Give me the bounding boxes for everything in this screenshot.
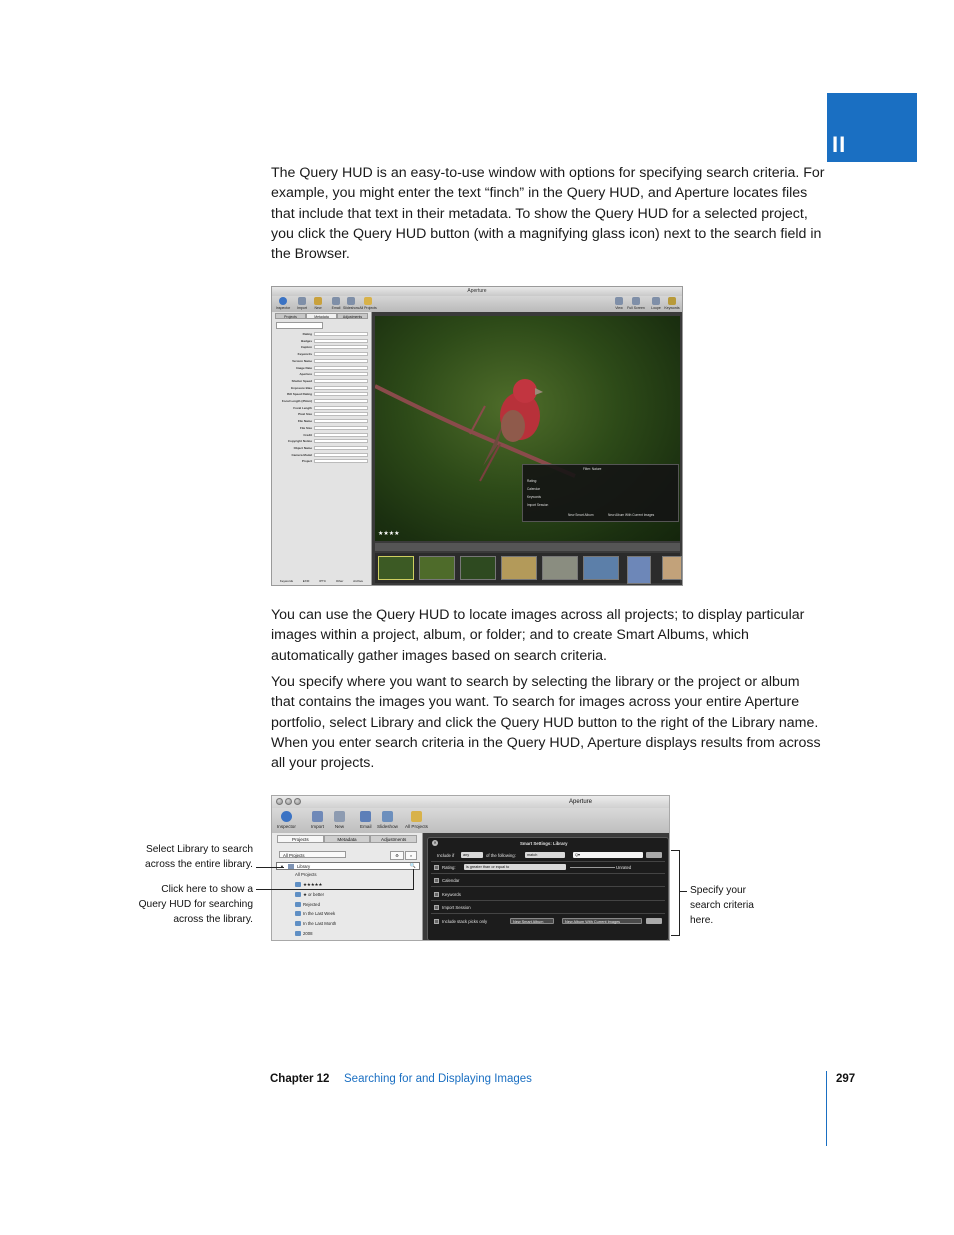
smart-album-icon (295, 902, 301, 907)
metadata-bottom-tabs (275, 579, 368, 584)
page-number: 297 (836, 1073, 856, 1085)
calendar-checkbox[interactable] (434, 878, 439, 883)
metadata-row (274, 399, 368, 404)
view-button[interactable]: View (610, 297, 628, 310)
action-menu-button[interactable]: ⚙ (390, 851, 404, 860)
slideshow-icon (347, 297, 355, 305)
divider (431, 873, 665, 874)
metadata-row (274, 366, 368, 371)
email-button[interactable]: Email (327, 297, 345, 310)
metadata-row (274, 379, 368, 384)
metadata-label: Camera Model (291, 452, 312, 457)
tab-metadata[interactable]: Metadata (324, 835, 371, 843)
loupe-button[interactable]: Loupe (647, 297, 665, 310)
close-window-button[interactable] (276, 798, 283, 805)
callout-bracket (671, 935, 680, 936)
search-field[interactable]: Q▾ (573, 852, 643, 858)
metadata-label: File Name (297, 419, 312, 424)
close-pane-icon[interactable]: × (405, 851, 417, 860)
tab-iptc[interactable]: IPTC (319, 579, 327, 583)
include-popup[interactable]: any (461, 852, 483, 858)
metadata-value-field[interactable] (314, 439, 368, 443)
metadata-label: File Size (299, 425, 312, 430)
metadata-value-field[interactable] (314, 433, 368, 437)
callout-line (256, 867, 284, 868)
rating-label: Rating: (442, 865, 456, 870)
inspector-pane (272, 312, 372, 586)
metadata-row (274, 446, 368, 451)
toolbar (272, 296, 682, 313)
thumbnail[interactable] (460, 556, 496, 580)
metadata-value-field[interactable] (314, 406, 368, 410)
divider (431, 913, 665, 914)
footer-divider (826, 1071, 827, 1146)
metadata-label: Pixel Size (298, 412, 312, 417)
list-item[interactable]: ★ or better (295, 892, 324, 898)
all-projects-button[interactable]: All Projects (405, 811, 428, 829)
metadata-value-field[interactable] (314, 399, 368, 403)
metadata-label: Badges (301, 338, 312, 343)
metadata-row (274, 412, 368, 417)
tab-projects[interactable]: Projects (277, 835, 324, 843)
library-label: Library (297, 864, 311, 869)
projects-icon (364, 297, 372, 305)
tab-exif[interactable]: EXIF (302, 579, 310, 583)
new-icon (334, 811, 345, 822)
metadata-label: Image Date (295, 365, 312, 370)
metadata-value-field[interactable] (314, 332, 368, 336)
keywords-checkbox[interactable] (434, 892, 439, 897)
metadata-label: Version Name (292, 358, 312, 363)
metadata-row (274, 359, 368, 364)
divider (431, 900, 665, 901)
slideshow-button[interactable]: Slideshow (342, 297, 360, 310)
metadata-label: Rating (302, 332, 312, 336)
thumbnail[interactable] (583, 556, 619, 580)
minimize-window-button[interactable] (285, 798, 292, 805)
hud-row-rating[interactable]: Rating: (527, 479, 538, 483)
aperture-screenshot-1 (271, 286, 683, 586)
inspector-tabs (277, 835, 417, 843)
metadata-value-field[interactable] (314, 412, 368, 416)
new-smart-album-button[interactable]: New Smart Album (510, 918, 554, 924)
tab-metadata[interactable]: Metadata (306, 313, 337, 319)
info-icon (279, 297, 287, 305)
metadata-value-field[interactable] (314, 426, 368, 430)
metadata-value-field[interactable] (314, 386, 368, 390)
metadata-label: Project (301, 459, 312, 464)
hud-title: Smart Settings: Library (520, 841, 568, 846)
paragraph-2: You can use the Query HUD to locate images across all projects; to display particular images within a project, album, or folder; and to create Smart Albums, which automatically gather images based on search criteria. (271, 607, 805, 664)
new-button[interactable]: New (309, 297, 327, 310)
thumbnail[interactable] (662, 556, 682, 580)
smart-album-icon (295, 931, 301, 936)
metadata-value-field[interactable] (314, 459, 368, 463)
metadata-row (274, 459, 368, 464)
list-item[interactable]: In the Last Week (295, 911, 335, 917)
metadata-value-field[interactable] (314, 366, 368, 370)
projects-popup[interactable]: All Projects (279, 851, 346, 858)
metadata-label: Focal Length (35mm) (281, 399, 312, 403)
info-icon (281, 811, 292, 822)
metadata-row (274, 426, 368, 431)
view-icon (615, 297, 623, 305)
query-hud (522, 464, 679, 522)
smart-album-icon (295, 921, 301, 926)
metadata-label: Keywords (297, 352, 312, 357)
import-session-checkbox[interactable] (434, 905, 439, 910)
metadata-label: Caption (300, 345, 312, 350)
metadata-label: Shutter Speed (291, 378, 312, 383)
import-button[interactable]: Import (311, 811, 324, 829)
metadata-label: ISO Speed Rating (286, 392, 312, 397)
paragraph-3: You specify where you want to search by selecting the library or the project or album that contains the images you want. To search for images across your entire Aperture portfolio, select Library and click the Query HUD button to the right of the Library name. When you enter search criteria in the Query HUD, Aperture displays results from across all your projects. (271, 674, 821, 772)
metadata-value-field[interactable] (314, 453, 368, 457)
metadata-row (274, 433, 368, 438)
stack-picks-label: Include stack picks only (442, 919, 488, 924)
toolbar (272, 808, 669, 834)
callout-bracket (679, 850, 680, 936)
rating-value: Unrated (616, 865, 632, 870)
metadata-label: Copyright Notice (287, 439, 312, 444)
metadata-value-field[interactable] (314, 345, 368, 349)
match-popup[interactable]: match (525, 852, 565, 858)
tab-projects[interactable]: Projects (275, 313, 306, 319)
callout-line (413, 869, 414, 890)
metadata-label: Aperture (299, 372, 312, 377)
add-rule-button[interactable] (646, 852, 662, 858)
metadata-row (274, 392, 368, 397)
projects-icon (411, 811, 422, 822)
hud-row-import[interactable]: Import Session (527, 503, 549, 507)
callout-bracket (680, 891, 687, 892)
metadata-value-field[interactable] (314, 359, 368, 363)
thumbnail[interactable] (419, 556, 455, 580)
projects-pane (272, 833, 423, 941)
list-item[interactable]: ★★★★★ (295, 882, 322, 888)
list-item[interactable]: In the Last Month (295, 921, 336, 927)
metadata-value-field[interactable] (314, 352, 368, 356)
include-label: Include if (437, 853, 455, 858)
import-session-label: Import Session (442, 905, 471, 910)
thumbnail[interactable] (501, 556, 537, 580)
metadata-value-field[interactable] (314, 372, 368, 376)
new-icon (314, 297, 322, 305)
footer-chapter: Chapter 12 (270, 1073, 330, 1085)
hud-new-album-current[interactable]: New Album With Current Images (608, 513, 655, 517)
tab-adjustments[interactable]: Adjustments (370, 835, 417, 843)
metadata-view-popup[interactable] (276, 322, 323, 329)
viewer-pane (372, 312, 683, 586)
all-projects-button[interactable]: All Projects (359, 297, 377, 310)
hud-row-calendar[interactable]: Calendar (527, 487, 540, 491)
email-icon (332, 297, 340, 305)
thumbnail[interactable] (378, 556, 414, 580)
metadata-label: Credit (303, 432, 312, 437)
new-album-current-images-button[interactable]: New Album With Current Images (562, 918, 642, 924)
callout-query-hud: Click here to show a Query HUD for searching across the library. (138, 884, 253, 925)
slideshow-button[interactable]: Slideshow (377, 811, 398, 829)
keywords-label: Keywords (442, 892, 461, 897)
metadata-row (274, 372, 368, 377)
footer-chapter-title[interactable]: Searching for and Displaying Images (344, 1073, 532, 1085)
library-row[interactable] (276, 862, 420, 870)
browser-filmstrip (375, 553, 680, 583)
metadata-label: Object Name (293, 445, 312, 450)
control-bar (375, 543, 680, 551)
tab-archive[interactable]: Archive (353, 579, 364, 583)
metadata-row (274, 439, 368, 444)
tab-keywords[interactable]: Keywords (279, 579, 294, 583)
window-title: Aperture (569, 799, 593, 805)
metadata-row (274, 453, 368, 458)
of-following-label: of the following: (486, 853, 516, 858)
library-icon (288, 864, 294, 869)
thumbnail[interactable] (627, 556, 651, 584)
slideshow-icon (382, 811, 393, 822)
calendar-label: Calendar (442, 878, 460, 883)
rating-condition-popup[interactable]: is greater than or equal to (464, 864, 566, 870)
window-title: Aperture (272, 287, 682, 296)
list-item[interactable]: All Projects (295, 872, 317, 877)
metadata-row (274, 406, 368, 411)
callout-line (256, 889, 413, 890)
metadata-value-field[interactable] (314, 339, 368, 343)
tab-other[interactable]: Other (335, 579, 344, 583)
section-number: II (832, 132, 847, 157)
inspector-tabs (275, 313, 368, 319)
list-item[interactable]: 2008 (295, 931, 313, 937)
window-titlebar (272, 796, 669, 808)
rating-checkbox[interactable] (434, 865, 439, 870)
metadata-label: Focal Length (293, 405, 312, 410)
callout-search-criteria: Specify your search criteria here. (690, 885, 754, 926)
email-icon (360, 811, 371, 822)
import-icon (298, 297, 306, 305)
full-screen-button[interactable]: Full Screen (627, 297, 645, 310)
hud-new-smart-album[interactable]: New Smart Album (568, 513, 594, 517)
metadata-row (274, 419, 368, 424)
metadata-value-field[interactable] (314, 392, 368, 396)
section-tab (827, 93, 917, 162)
smart-album-icon (295, 882, 301, 887)
fullscreen-icon (632, 297, 640, 305)
loupe-icon (652, 297, 660, 305)
import-button[interactable]: Import (293, 297, 311, 310)
query-hud (427, 837, 669, 941)
hud-action-button[interactable] (646, 918, 662, 924)
metadata-value-field[interactable] (314, 379, 368, 383)
keywords-button[interactable]: Keywords (663, 297, 681, 310)
import-icon (312, 811, 323, 822)
divider (431, 861, 665, 862)
thumbnail[interactable] (542, 556, 578, 580)
new-button[interactable]: New (334, 811, 345, 829)
aperture-screenshot-2 (271, 795, 670, 941)
close-hud-icon[interactable]: ✕ (433, 840, 437, 845)
rating-slider[interactable] (570, 867, 615, 868)
zoom-window-button[interactable] (294, 798, 301, 805)
metadata-row (274, 386, 368, 391)
metadata-label: Exposure Bias (291, 385, 312, 390)
metadata-row (274, 352, 368, 357)
callout-select-library: Select Library to search across the entire library. (145, 844, 253, 870)
hud-title: Filter: Nature (583, 467, 602, 471)
tab-adjustments[interactable]: Adjustments (337, 313, 368, 319)
query-hud-button[interactable]: 🔍 (409, 863, 416, 869)
inspector-button[interactable]: Inspector (274, 297, 292, 310)
smart-album-icon (295, 911, 301, 916)
paragraph-1: The Query HUD is an easy-to-use window with options for specifying search criteria. For example, you might enter the text “finch” in the Query HUD, and Aperture locates files that include that text in their metadata. To show the Query HUD for a selected project, you click the Query HUD button (with a magnifying glass icon) next to the search field in the Browser. (271, 165, 825, 263)
metadata-row (274, 332, 368, 337)
smart-album-icon (295, 892, 301, 897)
query-hud-area (423, 833, 670, 941)
stack-picks-checkbox[interactable] (434, 919, 439, 924)
hud-row-keywords[interactable]: Keywords (527, 495, 541, 499)
list-item[interactable]: Rejected (295, 902, 320, 908)
email-button[interactable]: Email (360, 811, 372, 829)
inspector-button[interactable]: Inspector (277, 811, 296, 829)
keywords-icon (668, 297, 676, 305)
metadata-row (274, 345, 368, 350)
metadata-row (274, 339, 368, 344)
metadata-value-field[interactable] (314, 446, 368, 450)
metadata-value-field[interactable] (314, 419, 368, 423)
rating-overlay: ★★★★ (378, 531, 400, 537)
divider (431, 886, 665, 887)
